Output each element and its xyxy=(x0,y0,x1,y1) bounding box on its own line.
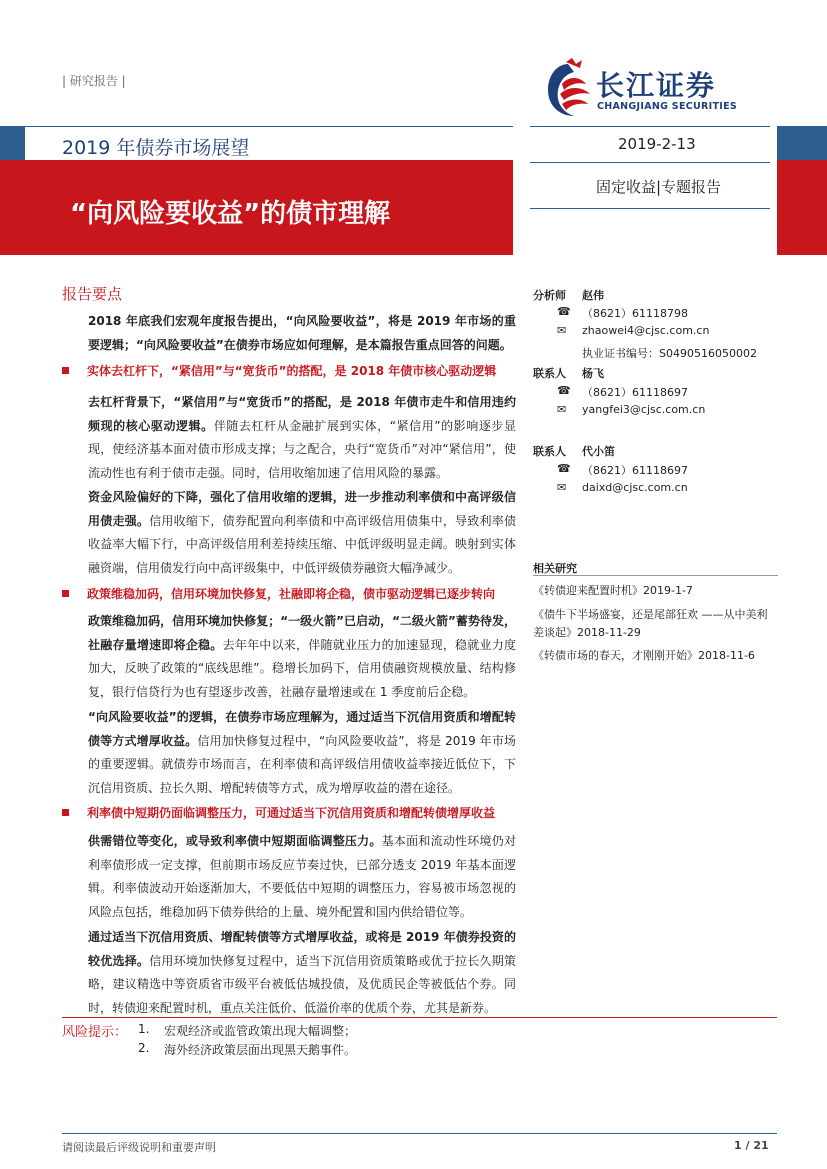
key-point-1 xyxy=(62,362,496,379)
footer-rule xyxy=(62,1133,777,1134)
title-band-left xyxy=(0,160,25,255)
title-band-right xyxy=(777,160,827,255)
key-point-1-text: 实体去杠杆下，“紧信用”与“宽货币”的搭配，是 2018 年债市核心驱动逻辑 xyxy=(87,364,497,378)
analyst-phone: （8621）61118798 xyxy=(582,307,688,320)
paragraph-7 xyxy=(88,926,516,1020)
bullet-square-icon xyxy=(62,590,69,597)
footer-disclaimer: 请阅读最后评级说明和重要声明 xyxy=(62,1141,216,1154)
paragraph-6 xyxy=(88,830,516,924)
mail-icon: ✉ xyxy=(557,403,567,416)
report-subtitle: 2019 年债券市场展望 xyxy=(62,137,250,159)
contact1-email[interactable]: yangfei3@cjsc.com.cn xyxy=(582,403,706,416)
report-category: 固定收益|专题报告 xyxy=(596,178,722,196)
paragraph-3-text: 信用收缩下，债券配置向利率债和中高评级信用债集中，导致利率债收益率大幅下行，中高评级信用利差持续压缩、中低评级明显走阔。映射到实体融资端，信用债发行向中高评级集中，中低评级债券融资大幅净减少。 xyxy=(88,513,516,575)
paragraph-2 xyxy=(88,391,516,485)
bullet-square-icon xyxy=(62,809,69,816)
section-title: 报告要点 xyxy=(62,285,123,303)
analyst-name: 赵伟 xyxy=(582,289,604,302)
risk-number-1: 1. xyxy=(138,1022,150,1036)
paragraph-5-lead: “向风险要收益”的逻辑，在债券市场应理解为，通过适当下沉信用资质和增配转债等方式增厚收益。 xyxy=(88,710,516,748)
related-rule xyxy=(533,575,778,576)
paragraph-5 xyxy=(88,706,516,800)
paragraph-6-lead: 供需错位等变化，或导致利率债中短期面临调整压力。 xyxy=(88,834,382,848)
paragraph-4-lead: 政策维稳加码，信用环境加快修复；“一级火箭”已启动，“二级火箭”蓄势待发，社融存量增速即将企稳。 xyxy=(88,614,516,652)
risk-item-2: 海外经济政策层面出现黑天鹅事件。 xyxy=(164,1043,357,1057)
phone-icon: ☎ xyxy=(557,305,571,318)
paragraph-7-text: 信用环境加快修复过程中，适当下沉信用资质策略或优于拉长久期策略，建议精选中等资质省市级平台被低估城投债，及优质民企等被低估个券。同时，转债迎来配置时机，重点关注低价、低溢价率的优质个券，尤其是新券。 xyxy=(88,953,516,1015)
paragraph-6-text: 基本面和流动性环境仍对利率债形成一定支撑，但前期市场反应节奏过快，已部分透支 2019 年基本面逻辑。利率债波动开始逐渐加大，不要低估中短期的调整压力，容易被市场忽视的风险点包括，维稳加码下债券供给的上量、境外配置和国内供给错位等。 xyxy=(88,834,516,919)
risk-number-2: 2. xyxy=(138,1041,150,1055)
contact1-phone: （8621）61118697 xyxy=(582,386,688,399)
logo-english-name: CHANGJIANG SECURITIES xyxy=(597,101,738,112)
paragraph-3 xyxy=(88,486,516,580)
bullet-square-icon xyxy=(62,367,69,374)
paragraph-3-lead: 资金风险偏好的下降，强化了信用收缩的逻辑，进一步推动利率债和中高评级信用债走强。 xyxy=(88,490,516,528)
header-rule xyxy=(25,126,513,127)
company-logo-icon xyxy=(540,58,596,122)
mail-icon: ✉ xyxy=(557,481,567,494)
related-research-title: 相关研究 xyxy=(533,562,577,575)
mail-icon: ✉ xyxy=(557,324,567,337)
related-item-3[interactable]: 《转债市场的春天，才刚刚开始》2018-11-6 xyxy=(533,649,755,662)
related-item-1[interactable]: 《转债迎来配置时机》2019-1-7 xyxy=(533,584,693,597)
key-point-3 xyxy=(62,804,495,821)
header-band-left xyxy=(0,126,25,160)
paragraph-2-lead: 去杠杆背景下，“紧信用”与“宽货币”的搭配，是 2018 年债市走牛和信用违约频现的核心驱动逻辑。 xyxy=(88,395,516,433)
phone-icon: ☎ xyxy=(557,384,571,397)
analyst-cert: 执业证书编号：S0490516050002 xyxy=(582,347,757,360)
date-rule xyxy=(530,162,770,163)
analyst-email[interactable]: zhaowei4@cjsc.com.cn xyxy=(582,324,710,337)
paragraph-4 xyxy=(88,610,516,704)
contact1-label: 联系人 xyxy=(533,367,566,380)
paragraph-2-text: 伴随去杠杆从金融扩展到实体，“紧信用”的影响逐步显现，使经济基本面对债市形成支撑；与之配合，央行“宽货币”对冲“紧信用”，使流动性也有利于债市走强。同时，信用收缩加速了信用风险的暴露。 xyxy=(88,418,516,480)
contact2-phone: （8621）61118697 xyxy=(582,464,688,477)
key-point-2 xyxy=(62,585,495,602)
risk-label: 风险提示： xyxy=(62,1025,128,1040)
report-date: 2019-2-13 xyxy=(618,135,696,153)
contact1-name: 杨飞 xyxy=(582,367,604,380)
contact2-name: 代小笛 xyxy=(582,445,615,458)
paragraph-7-lead: 通过适当下沉信用资质、增配转债等方式增厚收益，或将是 2019 年债券投资的较优选择。 xyxy=(88,930,516,968)
date-rule-top xyxy=(530,126,770,127)
logo-chinese-name: 长江证券 xyxy=(596,69,717,102)
paragraph-intro xyxy=(88,310,516,357)
key-point-2-text: 政策维稳加码，信用环境加快修复，社融即将企稳，债市驱动逻辑已逐步转向 xyxy=(87,587,496,601)
paragraph-5-text: 信用加快修复过程中，“向风险要收益”，将是 2019 年市场的重要逻辑。就债券市场而言，在利率债和高评级信用债收益率接近低位下，下沉信用资质、拉长久期、增配转债等方式，成为增厚收益的潜在途径。 xyxy=(88,733,516,795)
risk-item-1: 宏观经济或监管政策出现大幅调整； xyxy=(164,1024,357,1038)
paragraph-intro-text: 2018 年底我们宏观年度报告提出，“向风险要收益”，将是 2019 年市场的重要逻辑；“向风险要收益”在债券市场应如何理解，是本篇报告重点回答的问题。 xyxy=(88,314,516,352)
contact2-label: 联系人 xyxy=(533,445,566,458)
analyst-label: 分析师 xyxy=(533,289,566,302)
category-rule xyxy=(530,208,770,209)
key-point-3-text: 利率债中短期仍面临调整压力，可通过适当下沉信用资质和增配转债增厚收益 xyxy=(87,806,496,820)
related-item-2[interactable]: 《债牛下半场盛宴，还是尾部狂欢 ——从中美利差谈起》2018-11-29 xyxy=(533,608,768,639)
report-type-tag: | 研究报告 | xyxy=(62,74,126,88)
paragraph-4-text: 去年年中以来，伴随就业压力的加速显现，稳就业力度加大，反映了政策的“底线思维”。稳增长加码下，信用债融资规模放量、结构修复，银行信贷行为也有望逐步改善，社融存量增速或在 1 季度前后企稳。 xyxy=(88,637,516,699)
phone-icon: ☎ xyxy=(557,462,571,475)
risk-rule-top xyxy=(62,1017,777,1018)
contact2-email[interactable]: daixd@cjsc.com.cn xyxy=(582,481,688,494)
header-band-right xyxy=(777,126,827,160)
report-title: “向风险要收益”的债市理解 xyxy=(70,199,391,229)
page-number: 1 / 21 xyxy=(734,1139,769,1152)
